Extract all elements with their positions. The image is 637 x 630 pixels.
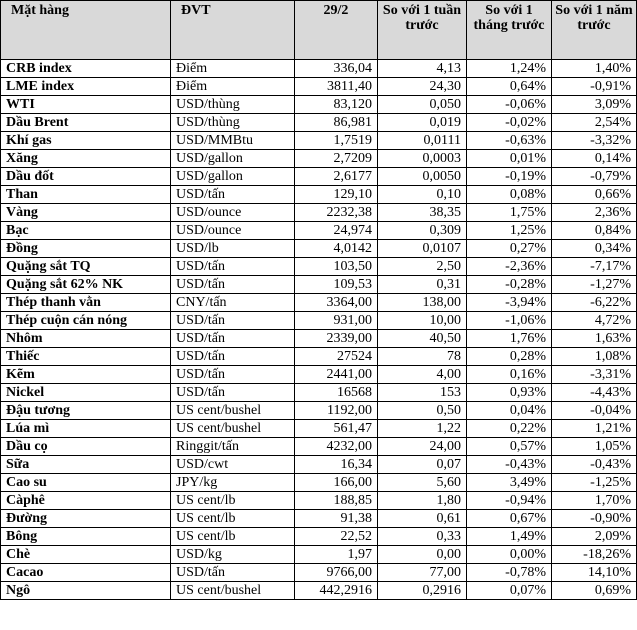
cell-year-change: -1,27% [552,276,637,294]
table-row [1,96,637,114]
cell-item: LME index [1,78,171,96]
cell-unit: USD/tấn [171,276,295,294]
table-header [1,1,637,60]
cell-price: 166,00 [295,474,378,492]
cell-item: Vàng [1,204,171,222]
cell-year-change: -6,22% [552,294,637,312]
cell-unit: USD/tấn [171,312,295,330]
cell-price: 2339,00 [295,330,378,348]
cell-year-change: -1,25% [552,474,637,492]
table-row [1,474,637,492]
table-row [1,150,637,168]
cell-month-change: 0,28% [467,348,552,366]
cell-unit: USD/ounce [171,222,295,240]
cell-item: Nhôm [1,330,171,348]
header-year-change: So với 1 năm trước [552,1,637,60]
cell-year-change: 4,72% [552,312,637,330]
cell-year-change: 2,54% [552,114,637,132]
cell-month-change: 1,75% [467,204,552,222]
cell-item: Đậu tương [1,402,171,420]
cell-item: Cao su [1,474,171,492]
cell-unit: US cent/bushel [171,402,295,420]
cell-week-change: 24,00 [378,438,467,456]
cell-week-change: 0,019 [378,114,467,132]
cell-month-change: -0,94% [467,492,552,510]
cell-unit: Điểm [171,60,295,78]
cell-unit: US cent/lb [171,510,295,528]
cell-unit: USD/thùng [171,96,295,114]
table-row [1,222,637,240]
cell-item: Thép thanh vằn [1,294,171,312]
cell-price: 22,52 [295,528,378,546]
cell-unit: US cent/lb [171,492,295,510]
cell-item: Quặng sắt 62% NK [1,276,171,294]
cell-unit: USD/tấn [171,384,295,402]
cell-price: 2232,38 [295,204,378,222]
cell-week-change: 0,00 [378,546,467,564]
cell-year-change: 0,66% [552,186,637,204]
cell-price: 931,00 [295,312,378,330]
cell-month-change: -0,78% [467,564,552,582]
table-body [1,60,637,600]
cell-unit: Ringgit/tấn [171,438,295,456]
cell-price: 9766,00 [295,564,378,582]
cell-month-change: -0,06% [467,96,552,114]
cell-unit: US cent/bushel [171,420,295,438]
cell-unit: US cent/lb [171,528,295,546]
cell-price: 2441,00 [295,366,378,384]
cell-week-change: 138,00 [378,294,467,312]
cell-price: 129,10 [295,186,378,204]
header-item: Mặt hàng [1,1,171,60]
cell-week-change: 10,00 [378,312,467,330]
table-row [1,204,637,222]
cell-item: Khí gas [1,132,171,150]
cell-year-change: -0,79% [552,168,637,186]
cell-price: 4,0142 [295,240,378,258]
cell-week-change: 0,309 [378,222,467,240]
table-row [1,258,637,276]
cell-unit: USD/MMBtu [171,132,295,150]
cell-month-change: 0,22% [467,420,552,438]
header-date: 29/2 [295,1,378,60]
cell-year-change: 1,70% [552,492,637,510]
cell-unit: USD/kg [171,546,295,564]
cell-item: CRB index [1,60,171,78]
table-row [1,60,637,78]
cell-item: Càphê [1,492,171,510]
cell-week-change: 77,00 [378,564,467,582]
cell-month-change: 0,07% [467,582,552,600]
cell-price: 188,85 [295,492,378,510]
table-row [1,294,637,312]
cell-item: Dầu cọ [1,438,171,456]
table-row [1,168,637,186]
cell-month-change: 1,24% [467,60,552,78]
cell-unit: USD/cwt [171,456,295,474]
cell-week-change: 1,80 [378,492,467,510]
cell-price: 4232,00 [295,438,378,456]
table-row [1,402,637,420]
cell-item: Ngô [1,582,171,600]
cell-week-change: 24,30 [378,78,467,96]
cell-price: 83,120 [295,96,378,114]
table-row [1,492,637,510]
cell-item: Đường [1,510,171,528]
cell-price: 16568 [295,384,378,402]
cell-year-change: 3,09% [552,96,637,114]
cell-unit: USD/gallon [171,150,295,168]
cell-unit: USD/tấn [171,186,295,204]
cell-price: 1192,00 [295,402,378,420]
header-row [1,1,637,60]
cell-price: 2,7209 [295,150,378,168]
cell-week-change: 0,07 [378,456,467,474]
cell-year-change: 1,63% [552,330,637,348]
cell-month-change: -0,43% [467,456,552,474]
table-row [1,510,637,528]
cell-unit: US cent/bushel [171,582,295,600]
cell-price: 91,38 [295,510,378,528]
table-row [1,186,637,204]
cell-month-change: 0,57% [467,438,552,456]
cell-month-change: 0,04% [467,402,552,420]
cell-price: 561,47 [295,420,378,438]
table-row [1,276,637,294]
cell-month-change: -2,36% [467,258,552,276]
cell-month-change: 3,49% [467,474,552,492]
cell-year-change: -0,43% [552,456,637,474]
cell-year-change: 1,08% [552,348,637,366]
cell-week-change: 0,33 [378,528,467,546]
cell-year-change: 1,21% [552,420,637,438]
cell-item: Thép cuộn cán nóng [1,312,171,330]
cell-week-change: 2,50 [378,258,467,276]
cell-month-change: -0,19% [467,168,552,186]
cell-week-change: 0,0050 [378,168,467,186]
table-row [1,564,637,582]
table-row [1,240,637,258]
cell-week-change: 0,31 [378,276,467,294]
cell-month-change: -0,02% [467,114,552,132]
cell-week-change: 0,10 [378,186,467,204]
cell-price: 109,53 [295,276,378,294]
cell-month-change: 0,01% [467,150,552,168]
cell-week-change: 4,00 [378,366,467,384]
cell-week-change: 4,13 [378,60,467,78]
cell-month-change: 0,08% [467,186,552,204]
header-month-change: So với 1 tháng trước [467,1,552,60]
cell-unit: USD/thùng [171,114,295,132]
cell-year-change: 14,10% [552,564,637,582]
cell-unit: JPY/kg [171,474,295,492]
cell-unit: USD/ounce [171,204,295,222]
table-row [1,312,637,330]
cell-year-change: -3,31% [552,366,637,384]
cell-week-change: 40,50 [378,330,467,348]
cell-month-change: 1,25% [467,222,552,240]
table-row [1,348,637,366]
cell-unit: USD/tấn [171,564,295,582]
cell-week-change: 38,35 [378,204,467,222]
table-row [1,582,637,600]
cell-item: Xăng [1,150,171,168]
cell-price: 1,7519 [295,132,378,150]
cell-year-change: -0,91% [552,78,637,96]
cell-item: Than [1,186,171,204]
cell-price: 86,981 [295,114,378,132]
cell-week-change: 153 [378,384,467,402]
cell-month-change: 0,00% [467,546,552,564]
table-row [1,546,637,564]
cell-year-change: 2,36% [552,204,637,222]
cell-item: Bông [1,528,171,546]
table-row [1,114,637,132]
cell-unit: USD/tấn [171,348,295,366]
header-unit: ĐVT [171,1,295,60]
cell-item: Cacao [1,564,171,582]
cell-week-change: 5,60 [378,474,467,492]
cell-week-change: 0,50 [378,402,467,420]
cell-month-change: -1,06% [467,312,552,330]
cell-item: Đồng [1,240,171,258]
cell-unit: USD/tấn [171,366,295,384]
cell-unit: USD/tấn [171,258,295,276]
cell-item: WTI [1,96,171,114]
table-row [1,438,637,456]
cell-price: 27524 [295,348,378,366]
cell-price: 24,974 [295,222,378,240]
cell-year-change: 0,69% [552,582,637,600]
cell-month-change: 1,76% [467,330,552,348]
cell-item: Nickel [1,384,171,402]
cell-item: Chè [1,546,171,564]
cell-year-change: 1,05% [552,438,637,456]
table-row [1,456,637,474]
cell-year-change: -7,17% [552,258,637,276]
cell-year-change: -0,04% [552,402,637,420]
cell-item: Dầu Brent [1,114,171,132]
table-row [1,132,637,150]
table-row [1,528,637,546]
cell-week-change: 0,050 [378,96,467,114]
cell-unit: USD/tấn [171,330,295,348]
cell-item: Quặng sắt TQ [1,258,171,276]
cell-year-change: 0,14% [552,150,637,168]
cell-month-change: 0,64% [467,78,552,96]
cell-item: Bạc [1,222,171,240]
table-row [1,420,637,438]
cell-year-change: 1,40% [552,60,637,78]
cell-item: Lúa mì [1,420,171,438]
cell-price: 3364,00 [295,294,378,312]
cell-month-change: 0,93% [467,384,552,402]
cell-price: 1,97 [295,546,378,564]
cell-week-change: 0,0111 [378,132,467,150]
cell-price: 336,04 [295,60,378,78]
cell-price: 2,6177 [295,168,378,186]
cell-week-change: 0,2916 [378,582,467,600]
cell-month-change: 0,16% [467,366,552,384]
cell-month-change: 1,49% [467,528,552,546]
cell-month-change: -0,63% [467,132,552,150]
cell-month-change: -3,94% [467,294,552,312]
cell-price: 103,50 [295,258,378,276]
cell-price: 442,2916 [295,582,378,600]
header-week-change: So với 1 tuần trước [378,1,467,60]
cell-week-change: 0,0003 [378,150,467,168]
cell-unit: Điểm [171,78,295,96]
cell-week-change: 78 [378,348,467,366]
cell-item: Dầu đốt [1,168,171,186]
cell-year-change: 2,09% [552,528,637,546]
cell-year-change: -3,32% [552,132,637,150]
cell-unit: USD/gallon [171,168,295,186]
cell-week-change: 0,61 [378,510,467,528]
cell-month-change: 0,67% [467,510,552,528]
table-row [1,330,637,348]
table-row [1,78,637,96]
cell-month-change: 0,27% [467,240,552,258]
cell-item: Kẽm [1,366,171,384]
cell-price: 3811,40 [295,78,378,96]
cell-item: Thiếc [1,348,171,366]
cell-year-change: 0,84% [552,222,637,240]
table-row [1,366,637,384]
cell-price: 16,34 [295,456,378,474]
cell-year-change: -0,90% [552,510,637,528]
cell-week-change: 0,0107 [378,240,467,258]
cell-year-change: 0,34% [552,240,637,258]
cell-item: Sữa [1,456,171,474]
cell-week-change: 1,22 [378,420,467,438]
table-row [1,384,637,402]
cell-unit: USD/lb [171,240,295,258]
cell-year-change: -18,26% [552,546,637,564]
cell-month-change: -0,28% [467,276,552,294]
cell-unit: CNY/tấn [171,294,295,312]
cell-year-change: -4,43% [552,384,637,402]
